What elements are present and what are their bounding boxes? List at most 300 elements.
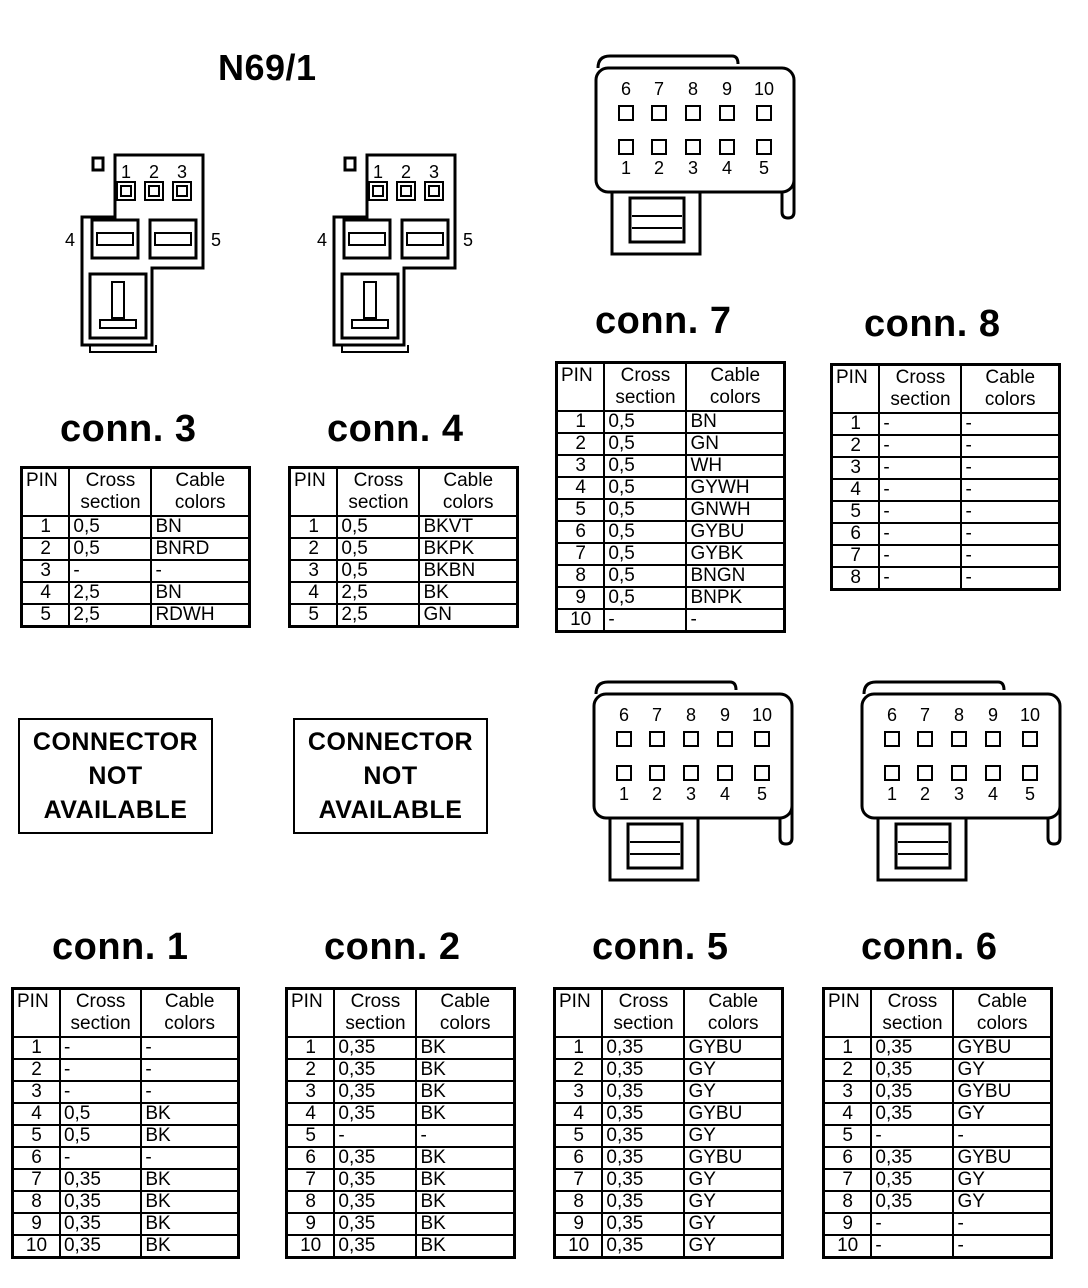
pin-label: 2 xyxy=(653,158,665,178)
pin-label: 10 xyxy=(753,79,775,99)
pin-number: 8 xyxy=(832,567,880,590)
side-latch xyxy=(1048,736,1060,844)
lock-lever xyxy=(100,282,136,328)
pin-number: 1 xyxy=(832,413,880,435)
pin-number: 9 xyxy=(557,587,605,609)
table-row xyxy=(555,1191,783,1213)
table-row xyxy=(824,1235,1052,1258)
cross-section-value: 0,5 xyxy=(337,516,419,538)
pin-socket xyxy=(686,140,700,154)
cross-section-value: 0,5 xyxy=(604,587,686,609)
connector-5-title: conn. 5 xyxy=(592,926,729,968)
connector-7-pin-table xyxy=(555,361,786,633)
table-row xyxy=(555,1125,783,1147)
table-row xyxy=(555,1147,783,1169)
cross-section-value: - xyxy=(60,1081,141,1103)
cable-color-value: BN xyxy=(151,516,249,538)
pin-socket xyxy=(619,106,633,120)
pin-number: 4 xyxy=(13,1103,60,1125)
table-row xyxy=(555,1235,783,1258)
table-row xyxy=(557,433,785,455)
table-row xyxy=(557,609,785,632)
pin-socket xyxy=(684,766,698,780)
pin-number: 5 xyxy=(13,1125,60,1147)
pin-socket xyxy=(720,140,734,154)
cross-section-value: 0,35 xyxy=(602,1059,684,1081)
cross-section-value: 2,5 xyxy=(337,582,419,604)
pin-label: 3 xyxy=(428,162,440,182)
pin-socket xyxy=(650,766,664,780)
cable-color-value: - xyxy=(416,1125,514,1147)
pin-socket xyxy=(425,182,443,200)
shell-back xyxy=(864,682,1004,694)
cable-color-value: GY xyxy=(684,1059,782,1081)
connector-6-pin-table xyxy=(822,987,1053,1259)
pin-number: 5 xyxy=(832,501,880,523)
cross-section-value: 0,5 xyxy=(604,411,686,433)
cable-color-value: BK xyxy=(141,1213,238,1235)
pin-label: 1 xyxy=(886,784,898,804)
table-row xyxy=(824,1191,1052,1213)
table-header-row xyxy=(13,989,239,1038)
cross-section-value: - xyxy=(879,545,961,567)
pin-socket xyxy=(1023,732,1037,746)
cross-section-value: 0,35 xyxy=(871,1191,953,1213)
connector-5-pin-table xyxy=(553,987,784,1259)
pin-label: 4 xyxy=(719,784,731,804)
pin-number: 5 xyxy=(22,604,70,627)
cable-color-value: GN xyxy=(419,604,517,627)
table-row xyxy=(287,1037,515,1059)
connector-4-pin-table xyxy=(288,466,519,628)
pin-socket xyxy=(952,766,966,780)
pin-header: PIN xyxy=(13,989,60,1038)
pin-number: 1 xyxy=(824,1037,872,1059)
table-row xyxy=(557,565,785,587)
connector-2-not-available xyxy=(293,718,488,834)
cable-color-value: GYBU xyxy=(684,1147,782,1169)
pin-header: PIN xyxy=(555,989,603,1038)
connector-3-pin-table xyxy=(20,466,251,628)
cable-color-value: GYBU xyxy=(953,1147,1051,1169)
pin-label: 8 xyxy=(685,705,697,725)
cross-section-value: 0,5 xyxy=(60,1103,141,1125)
pin-label: 9 xyxy=(721,79,733,99)
pin-socket xyxy=(652,140,666,154)
pin-number: 2 xyxy=(832,435,880,457)
pin-number: 4 xyxy=(290,582,338,604)
lock-window xyxy=(628,824,682,868)
table-row xyxy=(832,545,1060,567)
cable-color-value: GY xyxy=(684,1191,782,1213)
cable-color-value: GYBU xyxy=(953,1081,1051,1103)
connector-6-title: conn. 6 xyxy=(861,926,998,968)
page-title: N69/1 xyxy=(218,47,317,88)
pin-number: 1 xyxy=(290,516,338,538)
pin-header: PIN xyxy=(22,468,70,517)
table-row xyxy=(557,499,785,521)
cable-color-value: GY xyxy=(953,1191,1051,1213)
not-available-line-2: NOT xyxy=(88,762,143,790)
pin-socket xyxy=(986,732,1000,746)
cable-color-value: - xyxy=(141,1059,238,1081)
connector-1-not-available xyxy=(18,718,213,834)
pin-socket xyxy=(885,766,899,780)
lock-frame xyxy=(612,192,700,254)
cross-section-value: 0,35 xyxy=(871,1081,953,1103)
table-row xyxy=(557,477,785,499)
cable-color-value: RDWH xyxy=(151,604,249,627)
cross-section-header: Cross section xyxy=(602,989,684,1038)
pin-number: 8 xyxy=(287,1191,335,1213)
cross-section-value: 2,5 xyxy=(337,604,419,627)
connector-3-title: conn. 3 xyxy=(60,408,197,450)
pin-label: 4 xyxy=(316,230,328,250)
pin-socket xyxy=(617,766,631,780)
power-pin-contact xyxy=(155,233,191,245)
cross-section-value: 0,35 xyxy=(334,1081,416,1103)
pin-contact xyxy=(177,186,187,196)
pin-number: 1 xyxy=(555,1037,603,1059)
cable-color-value: GYBU xyxy=(684,1103,782,1125)
connector-8-pin-table xyxy=(830,363,1061,591)
pin-label: 10 xyxy=(1019,705,1041,725)
cable-color-value: - xyxy=(961,435,1059,457)
connector-1-pin-table xyxy=(11,987,240,1259)
pin-label: 3 xyxy=(176,162,188,182)
connector-5-diagram xyxy=(590,676,800,888)
pin-number: 3 xyxy=(832,457,880,479)
cable-color-value: BKBN xyxy=(419,560,517,582)
cross-section-value: 0,35 xyxy=(602,1125,684,1147)
pin-socket xyxy=(718,766,732,780)
pin-contact xyxy=(149,186,159,196)
cross-section-value: 0,5 xyxy=(604,499,686,521)
pin-number: 10 xyxy=(555,1235,603,1258)
cross-section-value: 0,5 xyxy=(604,521,686,543)
cross-section-header: Cross section xyxy=(60,989,141,1038)
cable-color-value: BK xyxy=(416,1059,514,1081)
pin-number: 3 xyxy=(557,455,605,477)
lock-bars xyxy=(632,216,682,228)
connector-2-title: conn. 2 xyxy=(324,926,461,968)
table-row xyxy=(13,1213,239,1235)
cable-color-value: GY xyxy=(684,1235,782,1258)
table-header-row xyxy=(555,989,783,1038)
table-row xyxy=(287,1125,515,1147)
cross-section-value: 0,35 xyxy=(602,1191,684,1213)
cable-color-value: BK xyxy=(416,1103,514,1125)
cross-section-value: - xyxy=(871,1125,953,1147)
pin-label: 1 xyxy=(620,158,632,178)
pin-number: 2 xyxy=(555,1059,603,1081)
lock-frame xyxy=(610,818,698,880)
cross-section-value: - xyxy=(879,479,961,501)
table-row xyxy=(287,1191,515,1213)
table-header-row xyxy=(824,989,1052,1038)
connector-2-pin-table xyxy=(285,987,516,1259)
table-row xyxy=(555,1213,783,1235)
table-row xyxy=(13,1235,239,1258)
table-row xyxy=(13,1169,239,1191)
cross-section-value: 0,5 xyxy=(60,1125,141,1147)
pin-socket xyxy=(652,106,666,120)
table-row xyxy=(557,455,785,477)
pin-number: 2 xyxy=(290,538,338,560)
cable-color-value: - xyxy=(961,501,1059,523)
pin-label: 4 xyxy=(64,230,76,250)
pin-number: 4 xyxy=(824,1103,872,1125)
pin-number: 7 xyxy=(824,1169,872,1191)
cable-color-value: BK xyxy=(141,1169,238,1191)
pin-header: PIN xyxy=(557,363,605,412)
cable-colors-header: Cable colors xyxy=(953,989,1051,1038)
pin-socket xyxy=(986,766,1000,780)
lock-frame xyxy=(878,818,966,880)
pin-number: 8 xyxy=(824,1191,872,1213)
table-row xyxy=(832,501,1060,523)
pin-label: 5 xyxy=(462,230,474,250)
table-row xyxy=(22,516,250,538)
pin-number: 1 xyxy=(557,411,605,433)
pin-socket xyxy=(918,732,932,746)
pin-contact xyxy=(373,186,383,196)
pin-number: 5 xyxy=(824,1125,872,1147)
pin-socket xyxy=(173,182,191,200)
cable-color-value: - xyxy=(961,457,1059,479)
pin-socket xyxy=(397,182,415,200)
pin-header: PIN xyxy=(824,989,872,1038)
cable-color-value: - xyxy=(953,1235,1051,1258)
pin-label: 5 xyxy=(210,230,222,250)
not-available-line-3: AVAILABLE xyxy=(43,796,188,824)
cross-section-value: 0,35 xyxy=(334,1037,416,1059)
table-row xyxy=(824,1037,1052,1059)
latch-tab xyxy=(93,158,103,170)
cross-section-value: 0,35 xyxy=(602,1169,684,1191)
pin-header: PIN xyxy=(832,365,880,414)
pin-number: 3 xyxy=(287,1081,335,1103)
pin-socket xyxy=(755,732,769,746)
pin-number: 5 xyxy=(287,1125,335,1147)
cross-section-value: - xyxy=(879,435,961,457)
pin-socket xyxy=(720,106,734,120)
pin-number: 6 xyxy=(832,523,880,545)
cable-color-value: BK xyxy=(419,582,517,604)
cable-color-value: BK xyxy=(141,1103,238,1125)
table-row xyxy=(832,435,1060,457)
pin-socket xyxy=(684,732,698,746)
pin-label: 3 xyxy=(953,784,965,804)
table-row xyxy=(13,1125,239,1147)
table-row xyxy=(832,457,1060,479)
table-row xyxy=(555,1169,783,1191)
cable-color-value: BNGN xyxy=(686,565,784,587)
cross-section-value: 0,35 xyxy=(871,1059,953,1081)
cable-color-value: BK xyxy=(141,1125,238,1147)
pin-number: 2 xyxy=(13,1059,60,1081)
pin-number: 8 xyxy=(555,1191,603,1213)
power-pin-contact xyxy=(407,233,443,245)
pin-label: 3 xyxy=(687,158,699,178)
table-header-row xyxy=(287,989,515,1038)
cross-section-header: Cross section xyxy=(69,468,151,517)
cross-section-value: 0,5 xyxy=(69,538,151,560)
cross-section-value: 0,35 xyxy=(602,1213,684,1235)
pin-number: 7 xyxy=(13,1169,60,1191)
cable-color-value: GY xyxy=(684,1213,782,1235)
pin-number: 9 xyxy=(13,1213,60,1235)
cross-section-value: 0,35 xyxy=(60,1191,141,1213)
table-row xyxy=(557,587,785,609)
cable-color-value: - xyxy=(686,609,784,632)
pin-number: 7 xyxy=(832,545,880,567)
side-latch xyxy=(782,110,794,218)
pin-number: 4 xyxy=(832,479,880,501)
power-pin-socket xyxy=(92,220,138,258)
pin-socket xyxy=(757,140,771,154)
pin-number: 6 xyxy=(287,1147,335,1169)
pin-header: PIN xyxy=(290,468,338,517)
cable-color-value: - xyxy=(961,413,1059,435)
table-row xyxy=(824,1081,1052,1103)
table-row xyxy=(287,1103,515,1125)
cable-color-value: BK xyxy=(416,1169,514,1191)
table-header-row xyxy=(557,363,785,412)
cross-section-value: 0,35 xyxy=(871,1103,953,1125)
table-row xyxy=(22,582,250,604)
cross-section-value: - xyxy=(871,1235,953,1258)
housing-outline xyxy=(82,155,203,345)
cable-color-value: - xyxy=(961,567,1059,590)
pin-socket xyxy=(145,182,163,200)
table-row xyxy=(287,1147,515,1169)
cable-color-value: BK xyxy=(416,1147,514,1169)
cable-color-value: GYBU xyxy=(686,521,784,543)
cross-section-value: 2,5 xyxy=(69,582,151,604)
cross-section-value: 0,5 xyxy=(604,477,686,499)
pin-socket xyxy=(1023,766,1037,780)
pin-number: 7 xyxy=(287,1169,335,1191)
cross-section-value: - xyxy=(879,501,961,523)
pin-number: 10 xyxy=(287,1235,335,1258)
pin-label: 1 xyxy=(618,784,630,804)
table-row xyxy=(832,523,1060,545)
table-row xyxy=(824,1147,1052,1169)
cable-color-value: - xyxy=(141,1147,238,1169)
cable-color-value: - xyxy=(151,560,249,582)
pin-number: 4 xyxy=(555,1103,603,1125)
pin-number: 4 xyxy=(22,582,70,604)
cross-section-header: Cross section xyxy=(334,989,416,1038)
pin-socket xyxy=(757,106,771,120)
pin-label: 5 xyxy=(758,158,770,178)
cross-section-value: - xyxy=(879,413,961,435)
cross-section-value: 0,35 xyxy=(602,1081,684,1103)
pin-number: 9 xyxy=(287,1213,335,1235)
table-row xyxy=(290,538,518,560)
cable-color-value: BNPK xyxy=(686,587,784,609)
pin-header: PIN xyxy=(287,989,335,1038)
cable-color-value: - xyxy=(953,1213,1051,1235)
table-row xyxy=(832,567,1060,590)
cross-section-value: 0,35 xyxy=(602,1103,684,1125)
pin-number: 2 xyxy=(22,538,70,560)
pin-number: 1 xyxy=(22,516,70,538)
table-row xyxy=(13,1059,239,1081)
cross-section-value: 0,35 xyxy=(334,1235,416,1258)
table-row xyxy=(557,543,785,565)
cable-color-value: GY xyxy=(684,1125,782,1147)
latch-tab xyxy=(345,158,355,170)
table-row xyxy=(824,1169,1052,1191)
cable-color-value: - xyxy=(961,545,1059,567)
pin-number: 3 xyxy=(13,1081,60,1103)
table-row xyxy=(13,1191,239,1213)
pin-label: 6 xyxy=(886,705,898,725)
pin-label: 10 xyxy=(751,705,773,725)
cross-section-value: 0,35 xyxy=(334,1147,416,1169)
cable-colors-header: Cable colors xyxy=(151,468,249,517)
pin-label: 2 xyxy=(919,784,931,804)
pin-number: 5 xyxy=(555,1125,603,1147)
pin-label: 9 xyxy=(719,705,731,725)
table-row xyxy=(555,1037,783,1059)
pin-number: 3 xyxy=(290,560,338,582)
cross-section-header: Cross section xyxy=(604,363,686,412)
pin-label: 2 xyxy=(148,162,160,182)
shell-back xyxy=(596,682,736,694)
cable-color-value: GY xyxy=(684,1169,782,1191)
cable-color-value: GYWH xyxy=(686,477,784,499)
connector-3-diagram xyxy=(60,150,230,360)
lock-window xyxy=(896,824,950,868)
table-row xyxy=(13,1037,239,1059)
pin-label: 8 xyxy=(687,79,699,99)
housing-outline xyxy=(334,155,455,345)
cross-section-header: Cross section xyxy=(871,989,953,1038)
cable-color-value: - xyxy=(961,523,1059,545)
pin-label: 3 xyxy=(685,784,697,804)
pin-socket xyxy=(650,732,664,746)
table-row xyxy=(832,413,1060,435)
cross-section-value: 0,5 xyxy=(604,565,686,587)
cable-color-value: - xyxy=(961,479,1059,501)
pin-number: 6 xyxy=(555,1147,603,1169)
pin-contact xyxy=(121,186,131,196)
pin-number: 10 xyxy=(824,1235,872,1258)
pin-label: 8 xyxy=(953,705,965,725)
table-row xyxy=(287,1235,515,1258)
pin-label: 6 xyxy=(618,705,630,725)
power-pin-socket xyxy=(402,220,448,258)
pin-number: 5 xyxy=(557,499,605,521)
cross-section-value: - xyxy=(60,1147,141,1169)
power-pin-socket xyxy=(344,220,390,258)
connector-6-diagram xyxy=(858,676,1068,888)
not-available-line-2: NOT xyxy=(363,762,418,790)
pin-number: 2 xyxy=(557,433,605,455)
table-row xyxy=(287,1213,515,1235)
cable-color-value: BK xyxy=(141,1235,238,1258)
pin-number: 3 xyxy=(555,1081,603,1103)
cable-color-value: GYBU xyxy=(953,1037,1051,1059)
cable-color-value: BK xyxy=(141,1191,238,1213)
table-row xyxy=(824,1103,1052,1125)
connector-7-diagram xyxy=(592,50,802,262)
pin-number: 3 xyxy=(824,1081,872,1103)
pin-label: 5 xyxy=(756,784,768,804)
